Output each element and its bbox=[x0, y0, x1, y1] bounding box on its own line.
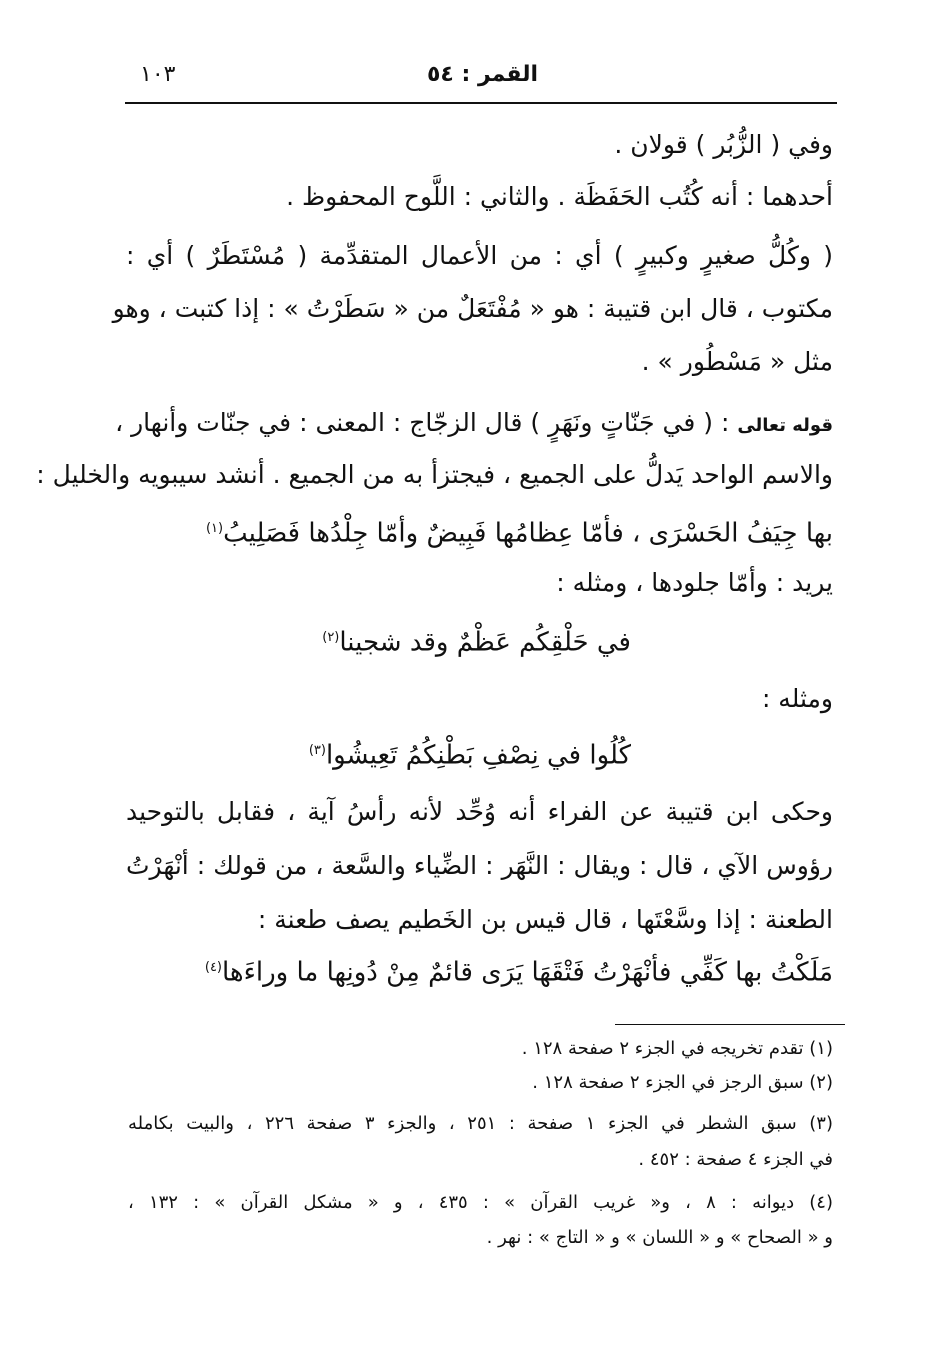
poetry-verse-4-text: مَلَكْتُ بها كَفِّي فأنْهَرْتُ فَتْقَهَا يَرَى قائمٌ مِنْ دُونِها ما وراءَها bbox=[222, 957, 833, 988]
footnote-ref-2: (٢) bbox=[322, 630, 340, 645]
header-rule bbox=[125, 102, 837, 104]
body-line-11: رؤوس الآي ، قال : ويقال : النَّهَر : الضِّياء والسَّعة ، من قولك : أنْهَرْتُ bbox=[126, 851, 833, 880]
footnote-rule bbox=[615, 1024, 845, 1025]
body-line-12: الطعنة : إذا وسَّعْتَها ، قال قيس بن الخَطيم يصف طعنة : bbox=[257, 905, 833, 934]
body-line-7: والاسم الواحد يَدلُّ على الجميع ، فيجتزأ به من الجميع . أنشد سيبويه والخليل : bbox=[36, 460, 833, 489]
body-line-6-text: : ( في جَنّاتٍ ونَهَرٍ ) قال الزجّاج : المعنى : في جنّات وأنهار ، bbox=[115, 408, 730, 437]
body-line-1: وفي ( الزُّبُر ) قولان . bbox=[614, 130, 833, 159]
body-line-6 bbox=[115, 406, 833, 443]
body-line-9: ومثله : bbox=[761, 684, 833, 713]
running-header bbox=[130, 62, 835, 98]
poetry-verse-3 bbox=[309, 733, 631, 774]
body-line-5: مثل « مَسْطُور » . bbox=[641, 347, 833, 376]
footnote-4-cont: و « الصحاح » و « اللسان » و « التاج » : نهر . bbox=[486, 1227, 833, 1248]
poetry-verse-4 bbox=[205, 950, 833, 991]
verse-label: قوله تعالى bbox=[737, 415, 833, 436]
body-line-3: ( وكُلُّ صغيرٍ وكبيرٍ ) أي : من الأعمال المتقدِّمة ( مُسْتَطَرٌ ) أي : bbox=[126, 241, 833, 270]
footnote-1: (١) تقدم تخريجه في الجزء ٢ صفحة ١٢٨ . bbox=[521, 1038, 833, 1059]
page-number: ١٠٣ bbox=[140, 62, 176, 87]
surah-title: القمر : ٥٤ bbox=[426, 62, 539, 87]
body-line-4: مكتوب ، قال ابن قتيبة : هو « مُفْتَعَلٌ من « سَطَرْتُ » : إذا كتبت ، وهو bbox=[112, 294, 833, 323]
poetry-verse-2 bbox=[322, 620, 631, 661]
footnote-4: (٤) ديوانه : ٨ ، و« غريب القرآن » : ٤٣٥ ، و « مشكل القرآن » : ١٣٢ ، bbox=[128, 1192, 833, 1213]
poetry-verse-1 bbox=[206, 511, 833, 552]
footnote-ref-1: (١) bbox=[205, 521, 224, 536]
body-line-8: يريد : وأمّا جلودها ، ومثله : bbox=[556, 568, 833, 597]
footnote-ref-4: (٤) bbox=[204, 960, 222, 975]
poetry-verse-3-text: كُلُوا في نِصْفِ بَطْنِكُمُ تَعِيشُوا bbox=[325, 740, 631, 771]
footnote-3: (٣) سبق الشطر في الجزء ١ صفحة : ٢٥١ ، والجزء ٣ صفحة ٢٢٦ ، والبيت بكامله bbox=[128, 1113, 833, 1134]
poetry-verse-2-text: في حَلْقِكُم عَظْمٌ وقد شجينا bbox=[339, 627, 631, 658]
footnote-2: (٢) سبق الرجز في الجزء ٢ صفحة ١٢٨ . bbox=[532, 1072, 833, 1093]
poetry-verse-1-text: بها جِيَفُ الحَسْرَى ، فأمّا عِظامُها فَبِيضٌ وأمّا جِلْدُها فَصَلِيبُ bbox=[223, 518, 833, 549]
body-line-2: أحدهما : أنه كُتُب الحَفَظَة . والثاني : اللَّوح المحفوظ . bbox=[286, 182, 833, 211]
footnote-ref-3: (٣) bbox=[308, 743, 326, 758]
body-line-10: وحكى ابن قتيبة عن الفراء أنه وُحِّد لأنه رأسُ آية ، فقابل بالتوحيد bbox=[126, 797, 833, 826]
footnote-3-cont: في الجزء ٤ صفحة : ٤٥٢ . bbox=[638, 1149, 833, 1170]
